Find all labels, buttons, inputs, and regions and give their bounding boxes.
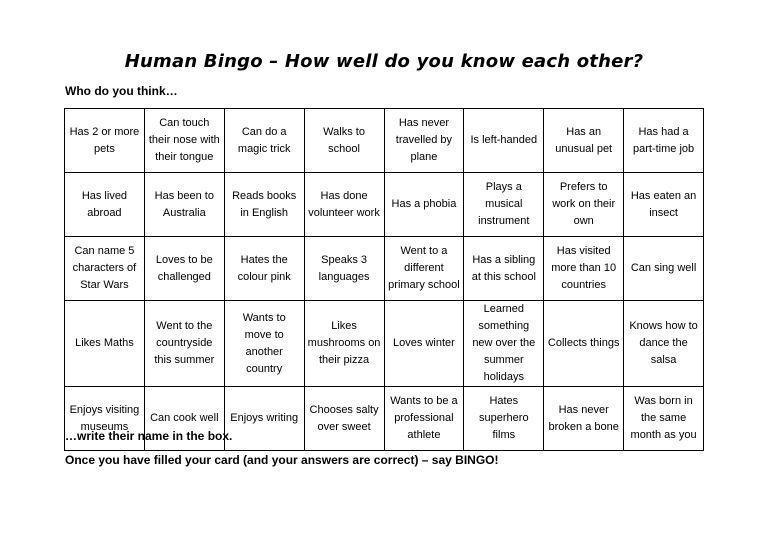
bingo-cell[interactable]: Has an unusual pet	[544, 109, 624, 173]
bingo-cell[interactable]: Enjoys writing	[224, 387, 304, 451]
bingo-cell[interactable]: Has 2 or more pets	[65, 109, 145, 173]
bingo-cell[interactable]: Has a phobia	[384, 173, 464, 237]
bingo-row	[65, 109, 704, 173]
bingo-cell[interactable]: Can sing well	[624, 237, 704, 301]
bingo-cell[interactable]: Knows how to dance the salsa	[624, 301, 704, 387]
bingo-cell[interactable]: Is left-handed	[464, 109, 544, 173]
bingo-cell[interactable]: Went to the countryside this summer	[144, 301, 224, 387]
bingo-cell[interactable]: Walks to school	[304, 109, 384, 173]
bingo-cell[interactable]: Enjoys visiting museums	[65, 387, 145, 451]
bingo-cell[interactable]: Has eaten an insect	[624, 173, 704, 237]
page-title: Human Bingo – How well do you know each other?	[124, 51, 644, 72]
bingo-cell[interactable]: Loves to be challenged	[144, 237, 224, 301]
bingo-cell[interactable]: Can name 5 characters of Star Wars	[65, 237, 145, 301]
bingo-cell[interactable]: Has had a part-time job	[624, 109, 704, 173]
bingo-cell[interactable]: Likes mushrooms on their pizza	[304, 301, 384, 387]
bingo-cell[interactable]: Reads books in English	[224, 173, 304, 237]
bingo-cell[interactable]: Speaks 3 languages	[304, 237, 384, 301]
bingo-row	[65, 301, 704, 387]
bingo-cell[interactable]: Has lived abroad	[65, 173, 145, 237]
bingo-cell[interactable]: Chooses salty over sweet	[304, 387, 384, 451]
bingo-cell[interactable]: Has never broken a bone	[544, 387, 624, 451]
bingo-cell[interactable]: Can do a magic trick	[224, 109, 304, 173]
bingo-cell[interactable]: Prefers to work on their own	[544, 173, 624, 237]
intro-text: Who do you think…	[65, 84, 178, 98]
bingo-cell[interactable]: Collects things	[544, 301, 624, 387]
bingo-cell[interactable]: Went to a different primary school	[384, 237, 464, 301]
bingo-cell[interactable]: Loves winter	[384, 301, 464, 387]
bingo-cell[interactable]: Can cook well	[144, 387, 224, 451]
bingo-cell[interactable]: Has a sibling at this school	[464, 237, 544, 301]
instruction-text: …write their name in the box.	[65, 429, 233, 443]
bingo-row	[65, 237, 704, 301]
bingo-cell[interactable]: Has never travelled by plane	[384, 109, 464, 173]
bingo-cell[interactable]: Learned something new over the summer holidays	[464, 301, 544, 387]
bingo-cell[interactable]: Has been to Australia	[144, 173, 224, 237]
bingo-cell[interactable]: Has visited more than 10 countries	[544, 237, 624, 301]
bingo-row	[65, 173, 704, 237]
bingo-cell[interactable]: Was born in the same month as you	[624, 387, 704, 451]
bingo-cell[interactable]: Hates superhero films	[464, 387, 544, 451]
bingo-cell[interactable]: Likes Maths	[65, 301, 145, 387]
bingo-cell[interactable]: Has done volunteer work	[304, 173, 384, 237]
bingo-cell[interactable]: Wants to move to another country	[224, 301, 304, 387]
bingo-cell[interactable]: Wants to be a professional athlete	[384, 387, 464, 451]
bingo-cell[interactable]: Plays a musical instrument	[464, 173, 544, 237]
bingo-instruction: Once you have filled your card (and your answers are correct) – say BINGO!	[65, 453, 499, 467]
bingo-cell[interactable]: Hates the colour pink	[224, 237, 304, 301]
bingo-grid	[64, 108, 704, 451]
bingo-cell[interactable]: Can touch their nose with their tongue	[144, 109, 224, 173]
